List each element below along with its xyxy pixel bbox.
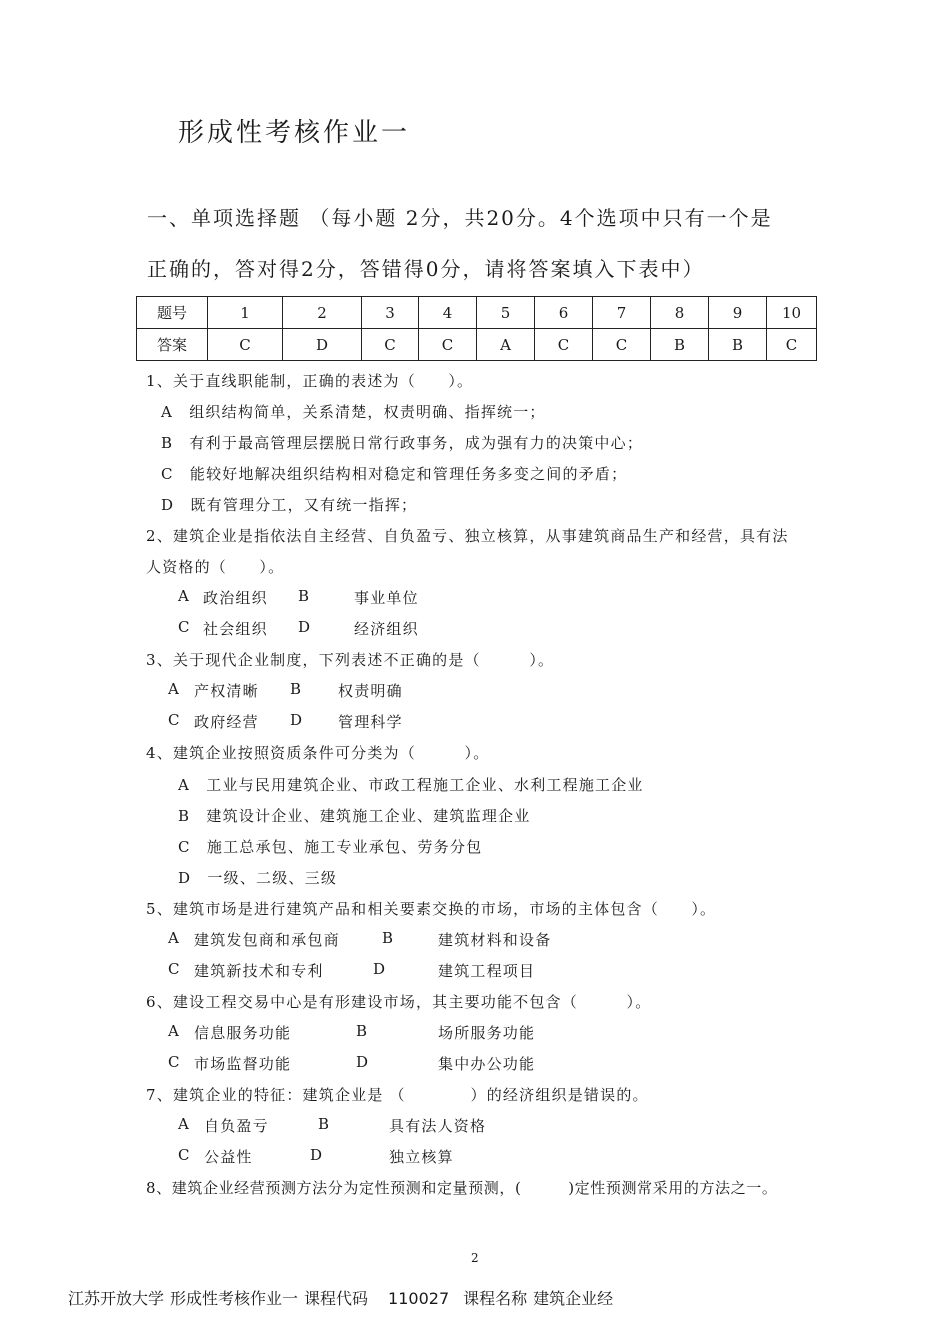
question-3-option-b-letter: B: [290, 680, 303, 698]
answer-table-answer-label: 答案: [137, 329, 208, 361]
footer-code-label: 课程代码: [304, 1289, 369, 1308]
page-number: 2: [471, 1251, 479, 1265]
question-5-option-b-text: 建筑材料和设备: [438, 931, 552, 949]
question-6-option-b-text: 场所服务功能: [438, 1024, 536, 1042]
question-2-option-b-text: 事业单位: [354, 589, 419, 607]
question-2-option-a-letter: A: [178, 587, 191, 605]
footer-assignment: 形成性考核作业一: [170, 1289, 299, 1308]
question-2-option-b-letter: B: [298, 587, 311, 605]
question-6-option-c-text: 市场监督功能: [194, 1055, 292, 1073]
section-heading-line1: 一、单项选择题 （每小题 2分，共20分。4个选项中只有一个是: [147, 206, 773, 230]
answer-cell: B: [709, 329, 767, 361]
question-2-option-c-letter: C: [178, 618, 191, 636]
question-4-option-b: B 建筑设计企业、建筑施工企业、建筑监理企业: [178, 807, 531, 825]
answer-table-number-row: [137, 297, 817, 329]
question-number-cell: 2: [283, 297, 362, 329]
question-4-stem: 4、建筑企业按照资质条件可分类为（ ）。: [146, 744, 490, 762]
question-3-stem: 3、关于现代企业制度，下列表述不正确的是（ ）。: [146, 651, 555, 669]
question-7-option-c-text: 公益性: [204, 1148, 253, 1166]
question-7-option-b-text: 具有法人资格: [389, 1117, 487, 1135]
question-number-cell: 8: [651, 297, 709, 329]
section-heading-line2: 正确的，答对得2分，答错得0分，请将答案填入下表中）: [147, 257, 705, 281]
answer-cell: C: [208, 329, 283, 361]
question-1-option-c: C 能较好地解决组织结构相对稳定和管理任务多变之间的矛盾；: [161, 465, 628, 483]
question-7-option-a-letter: A: [178, 1115, 191, 1133]
question-5-option-c-letter: C: [168, 960, 181, 978]
question-4-option-d: D 一级、二级、三级: [178, 869, 338, 887]
question-7-option-b-letter: B: [318, 1115, 331, 1133]
question-6-stem: 6、建设工程交易中心是有形建设市场，其主要功能不包含（ ）。: [146, 993, 652, 1011]
question-4-option-a: A 工业与民用建筑企业、市政工程施工企业、水利工程施工企业: [178, 776, 644, 794]
question-number-cell: 10: [767, 297, 817, 329]
footer-code: 110027: [388, 1289, 450, 1308]
question-number-cell: 3: [362, 297, 419, 329]
question-1-option-b: B 有利于最高管理层摆脱日常行政事务，成为强有力的决策中心；: [161, 434, 644, 452]
question-1-option-a: A 组织结构简单，关系清楚，权责明确、指挥统一；: [161, 403, 546, 421]
answer-cell: C: [767, 329, 817, 361]
question-3-option-c-letter: C: [168, 711, 181, 729]
question-number-cell: 6: [535, 297, 593, 329]
question-6-option-d-text: 集中办公功能: [438, 1055, 536, 1073]
question-5-stem: 5、建筑市场是进行建筑产品和相关要素交换的市场，市场的主体包含（ ）。: [146, 900, 717, 918]
footer-name-label: 课程名称: [463, 1289, 528, 1308]
question-6-option-c-letter: C: [168, 1053, 181, 1071]
question-7-option-c-letter: C: [178, 1146, 191, 1164]
question-7-option-d-text: 独立核算: [389, 1148, 454, 1166]
answer-cell: D: [283, 329, 362, 361]
answer-cell: B: [651, 329, 709, 361]
question-2-option-d-text: 经济组织: [354, 620, 419, 638]
question-5-option-d-text: 建筑工程项目: [438, 962, 536, 980]
answer-table-answer-row: [137, 329, 817, 361]
question-3-option-d-text: 管理科学: [338, 713, 403, 731]
question-3-option-b-text: 权责明确: [338, 682, 403, 700]
question-2-stem-line1: 2、建筑企业是指依法自主经营、自负盈亏、独立核算，从事建筑商品生产和经营，具有法: [146, 527, 789, 545]
question-7-option-a-text: 自负盈亏: [204, 1117, 269, 1135]
footer-banner: [68, 1286, 634, 1309]
question-3-option-a-text: 产权清晰: [194, 682, 259, 700]
question-2-option-d-letter: D: [298, 618, 312, 636]
question-4-option-c: C 施工总承包、施工专业承包、劳务分包: [178, 838, 483, 856]
footer-university: 江苏开放大学: [68, 1289, 165, 1308]
answer-cell: C: [535, 329, 593, 361]
answer-cell: A: [477, 329, 535, 361]
question-3-option-a-letter: A: [168, 680, 181, 698]
question-number-cell: 1: [208, 297, 283, 329]
page-title: 形成性考核作业一: [178, 118, 411, 148]
question-1-option-d: D 既有管理分工，又有统一指挥；: [161, 496, 418, 514]
question-1-stem: 1、关于直线职能制，正确的表述为（ ）。: [146, 372, 474, 390]
answer-table: [136, 296, 817, 361]
question-5-option-a-letter: A: [168, 929, 181, 947]
question-6-option-a-text: 信息服务功能: [194, 1024, 292, 1042]
question-7-option-d-letter: D: [310, 1146, 324, 1164]
footer-name: 建筑企业经: [533, 1289, 614, 1308]
question-8-stem: 8、建筑企业经营预测方法分为定性预测和定量预测，( )定性预测常采用的方法之一。: [146, 1179, 778, 1197]
answer-cell: C: [593, 329, 651, 361]
answer-cell: C: [362, 329, 419, 361]
question-2-stem-line2: 人资格的（ ）。: [146, 558, 285, 576]
question-number-cell: 9: [709, 297, 767, 329]
question-5-option-a-text: 建筑发包商和承包商: [194, 931, 340, 949]
question-3-option-c-text: 政府经营: [194, 713, 259, 731]
answer-cell: C: [419, 329, 477, 361]
question-7-stem: 7、建筑企业的特征：建筑企业是 （ ）的经济组织是错误的。: [146, 1086, 649, 1104]
question-6-option-b-letter: B: [356, 1022, 369, 1040]
question-number-cell: 5: [477, 297, 535, 329]
question-5-option-b-letter: B: [382, 929, 395, 947]
question-number-cell: 4: [419, 297, 477, 329]
question-2-option-a-text: 政治组织: [203, 589, 268, 607]
question-5-option-c-text: 建筑新技术和专利: [194, 962, 324, 980]
question-5-option-d-letter: D: [373, 960, 387, 978]
question-6-option-d-letter: D: [356, 1053, 370, 1071]
question-2-option-c-text: 社会组织: [203, 620, 268, 638]
question-3-option-d-letter: D: [290, 711, 304, 729]
answer-table-header-label: 题号: [137, 297, 208, 329]
question-6-option-a-letter: A: [168, 1022, 181, 1040]
question-number-cell: 7: [593, 297, 651, 329]
